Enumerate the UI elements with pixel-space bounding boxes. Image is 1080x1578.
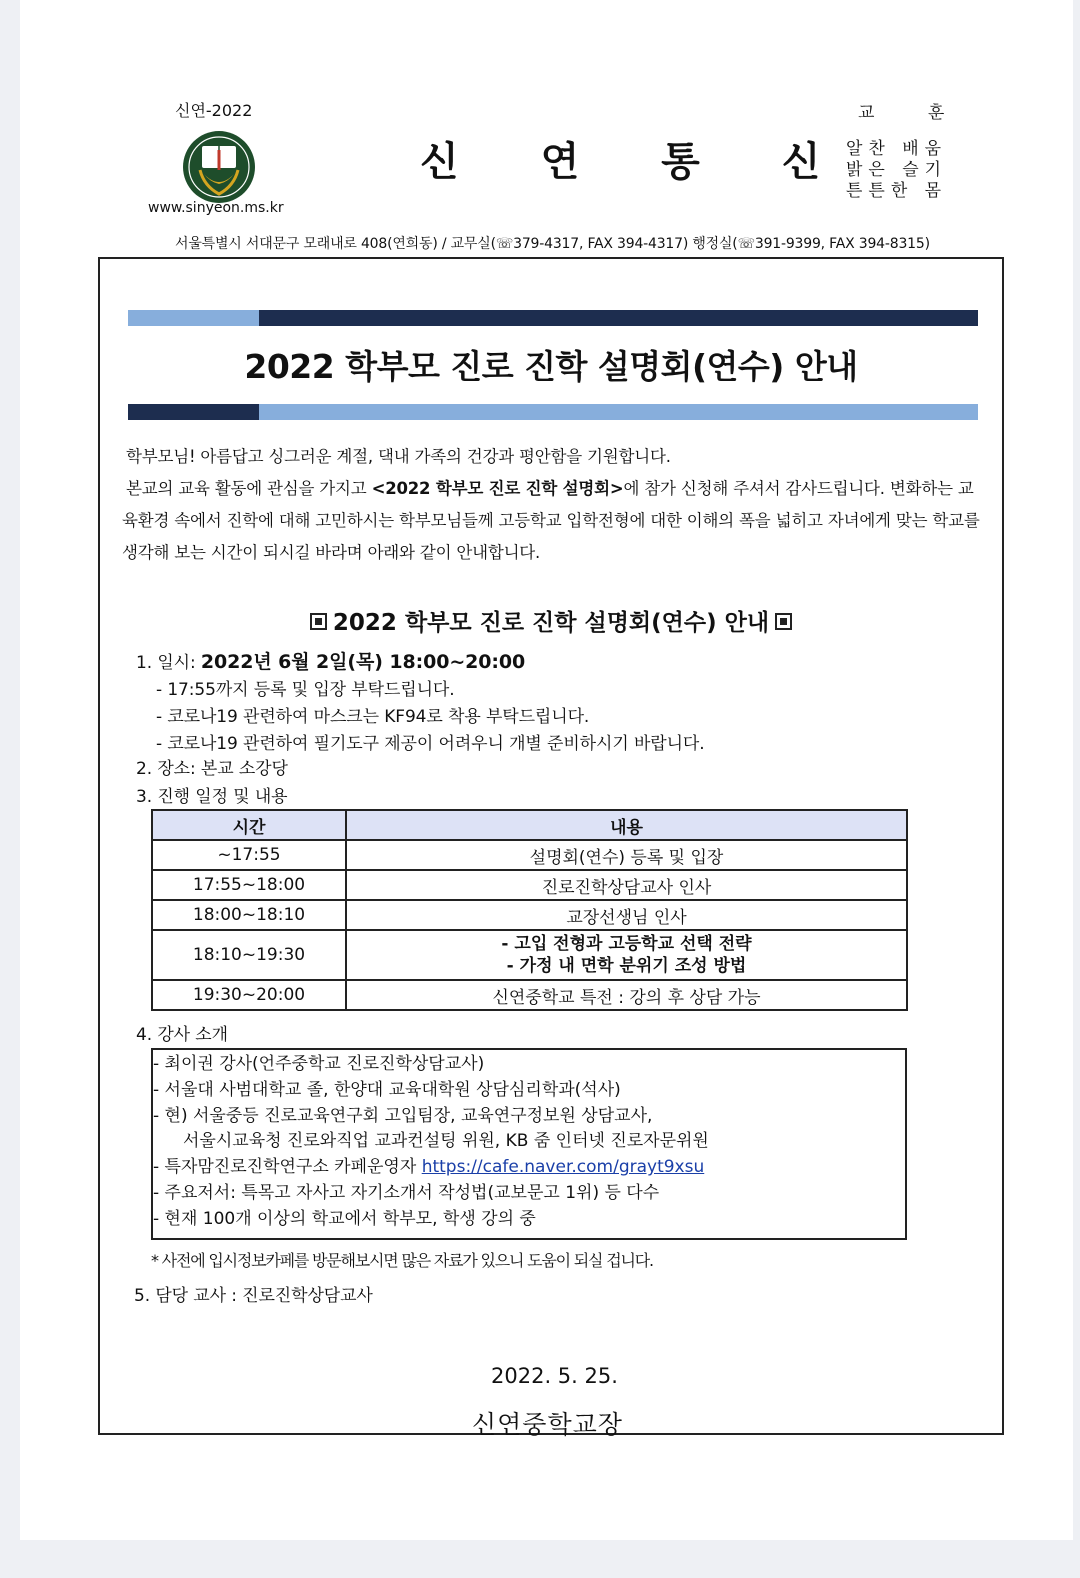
motto-heading: 교 훈 <box>858 103 969 123</box>
column-header: 내용 <box>346 810 907 840</box>
motto-line: 알찬 배움 <box>846 139 948 159</box>
document-page <box>20 0 1073 1540</box>
lecturer-line: - 현재 100개 이상의 학교에서 학부모, 학생 강의 중 <box>153 1208 536 1229</box>
footnote: * 사전에 입시정보카페를 방문해보시면 많은 자료가 있으니 도움이 되실 겁니다. <box>151 1251 653 1270</box>
school-emblem-icon <box>182 130 256 204</box>
schedule-content: 진로진학상담교사 인사 <box>346 870 907 900</box>
schedule-time: 18:00~18:10 <box>152 900 346 930</box>
datetime-note: - 코로나19 관련하여 마스크는 KF94로 착용 부탁드립니다. <box>156 707 590 727</box>
item-location: 2. 장소: 본교 소강당 <box>136 759 288 779</box>
schedule-content: 신연중학교 특전 : 강의 후 상담 가능 <box>346 980 907 1010</box>
event-name: <2022 학부모 진로 진학 설명회> <box>371 479 624 498</box>
schedule-content: - 고입 전형과 고등학교 선택 전략 - 가정 내 면학 분위기 조성 방법 <box>346 930 907 980</box>
school-motto <box>846 139 947 202</box>
lecturer-line: - 현) 서울중등 진로교육연구회 고입팀장, 교육연구정보원 상담교사, <box>153 1105 653 1126</box>
column-header: 시간 <box>152 810 346 840</box>
cafe-link[interactable]: https://cafe.naver.com/grayt9xsu <box>421 1157 705 1178</box>
principal-signature: 신연중학교장 <box>472 1410 623 1439</box>
section-title: 2022 학부모 진로 진학 설명회(연수) 안내 <box>98 604 1004 637</box>
item-schedule: 3. 진행 일정 및 내용 <box>136 787 288 807</box>
title-bar-bottom <box>128 404 978 420</box>
item-contact: 5. 담당 교사 : 진로진학상담교사 <box>134 1286 373 1306</box>
greeting-line: 학부모님! 아름답고 싱그러운 계절, 댁내 가족의 건강과 평안함을 기원합니다. <box>126 447 671 466</box>
title-bar-top <box>128 310 978 326</box>
table-row <box>152 840 907 870</box>
schedule-time: 19:30~20:00 <box>152 980 346 1010</box>
item-lecturer: 4. 강사 소개 <box>136 1025 228 1045</box>
lecturer-line: 서울시교육청 진로와직업 교과컨설팅 위원, KB 줌 인터넷 진로자문위원 <box>183 1131 709 1152</box>
intro-paragraph <box>122 441 988 569</box>
intro-body: 본교의 교육 활동에 관심을 가지고 <2022 학부모 진로 진학 설명회>에 참가 신청해 주셔서 감사드립니다. 변화하는 교육환경 속에서 진학에 대해 고민하시는 학부모님들께 고등학교 입학전형에 대한 이해의 폭을 넓히고 자녀에게 맞는 학교를 생각해 보는 시간이 되시길 바라며 아래와 같이 안내합니다. <box>122 479 980 562</box>
schedule-table <box>151 809 908 1011</box>
school-website: www.sinyeon.ms.kr <box>148 200 284 216</box>
issue-date: 2022. 5. 25. <box>491 1364 618 1388</box>
event-datetime: 2022년 6월 2일(목) 18:00~20:00 <box>200 651 526 673</box>
schedule-content: 교장선생님 인사 <box>346 900 907 930</box>
schedule-time: 18:10~19:30 <box>152 930 346 980</box>
notice-title: 2022 학부모 진로 진학 설명회(연수) 안내 <box>244 347 858 386</box>
schedule-time: ~17:55 <box>152 840 346 870</box>
lecturer-line: - 주요저서: 특목고 자사고 자기소개서 작성법(교보문고 1위) 등 다수 <box>153 1182 660 1203</box>
item-datetime: 1. 일시: 2022년 6월 2일(목) 18:00~20:00 <box>136 651 526 673</box>
lecturer-line: - 특자맘진로진학연구소 카페운영자 https://cafe.naver.com/grayt9xsu <box>153 1157 705 1178</box>
datetime-note: - 17:55까지 등록 및 입장 부탁드립니다. <box>156 680 455 700</box>
lecturer-line: - 최이권 강사(언주중학교 진로진학상담교사) <box>153 1054 485 1074</box>
school-address: 서울특별시 서대문구 모래내로 408(연희동) / 교무실(☏379-4317, FAX 394-4317) 행정실(☏391-9399, FAX 394-8315) <box>175 236 930 252</box>
table-row <box>152 930 907 980</box>
table-header-row <box>152 810 907 840</box>
table-row <box>152 900 907 930</box>
table-row <box>152 980 907 1010</box>
schedule-time: 17:55~18:00 <box>152 870 346 900</box>
document-id: 신연-2022 <box>175 101 253 120</box>
bullet-square-icon <box>775 613 792 630</box>
table-row <box>152 870 907 900</box>
datetime-note: - 코로나19 관련하여 필기도구 제공이 어려우니 개별 준비하시기 바랍니다. <box>156 734 705 754</box>
motto-line: 튼튼한 몸 <box>846 181 948 201</box>
bullet-square-icon <box>310 613 327 630</box>
newsletter-masthead: 신 연 통 신 <box>420 138 855 185</box>
lecturer-box <box>151 1048 907 1240</box>
motto-line: 밝은 슬기 <box>846 160 948 180</box>
schedule-content: 설명회(연수) 등록 및 입장 <box>346 840 907 870</box>
lecturer-line: - 서울대 사범대학교 졸, 한양대 교육대학원 상담심리학과(석사) <box>153 1079 621 1100</box>
